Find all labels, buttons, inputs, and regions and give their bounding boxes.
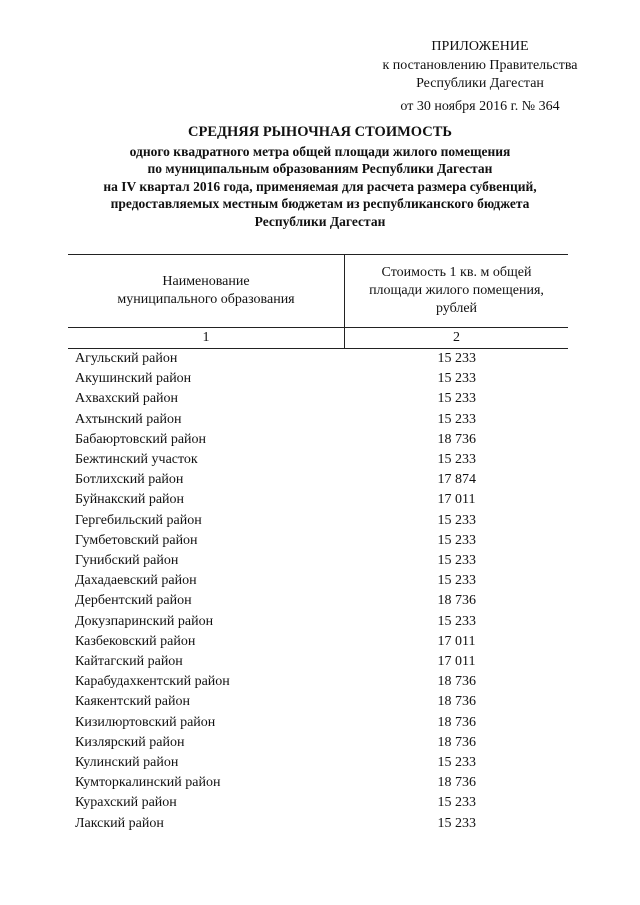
municipality-name: Дахадаевский район (75, 573, 197, 589)
table-row (68, 430, 568, 450)
municipality-name: Казбековский район (75, 633, 196, 649)
municipality-name: Кизлярский район (75, 734, 185, 750)
table-row (68, 450, 568, 470)
cost-value: 15 233 (437, 512, 476, 528)
cost-value: 17 011 (437, 492, 476, 508)
cost-value: 15 233 (437, 351, 476, 366)
cost-value: 15 233 (437, 815, 476, 831)
cost-value: 15 233 (437, 391, 476, 407)
municipality-name: Кизилюртовский район (75, 714, 216, 730)
municipality-name: Кулинский район (75, 755, 179, 771)
table-row (68, 814, 568, 834)
cost-value: 15 233 (437, 573, 476, 589)
table-row (68, 571, 568, 591)
municipality-name: Бежтинский участок (75, 452, 198, 468)
municipality-name: Ахтынский район (75, 411, 182, 427)
table-row (68, 511, 568, 531)
header-num-2: 2 (345, 328, 569, 349)
municipality-name: Карабудахкентский район (75, 674, 230, 690)
cost-value: 15 233 (437, 755, 476, 771)
header-col2-line1: Стоимость 1 кв. м общей (381, 265, 532, 280)
title-main: СРЕДНЯЯ РЫНОЧНАЯ СТОИМОСТЬ (188, 124, 452, 140)
table-row (68, 612, 568, 632)
municipality-name: Гунибский район (75, 553, 179, 569)
title-line5: Республики Дагестан (254, 213, 386, 229)
cost-value: 18 736 (437, 775, 476, 791)
appendix-date: от 30 ноября 2016 г. № 364 (400, 98, 560, 114)
table-row (68, 470, 568, 490)
municipality-name: Акушинский район (75, 371, 192, 387)
cost-value: 15 233 (437, 411, 476, 427)
document-title (60, 124, 580, 230)
title-line2: по муниципальным образованиям Республики Дагестан (147, 161, 493, 176)
municipality-name: Кумторкалинский район (75, 775, 221, 791)
cost-value: 17 011 (437, 633, 476, 649)
cost-value: 17 011 (437, 654, 476, 670)
title-line3: на IV квартал 2016 года, применяемая для расчета размера субвенций, (103, 178, 537, 194)
table-row (68, 753, 568, 773)
municipality-name: Гергебильский район (75, 512, 202, 528)
appendix-title: ПРИЛОЖЕНИЕ (431, 39, 529, 54)
header-num-1: 1 (68, 328, 345, 349)
table-header (68, 255, 568, 349)
table-row (68, 410, 568, 430)
table-body (68, 349, 568, 834)
header-col1-line1: Наименование (162, 274, 250, 289)
table-row (68, 793, 568, 813)
cost-value: 15 233 (437, 452, 476, 468)
cost-value: 15 233 (437, 532, 476, 548)
municipality-name: Дербентский район (75, 593, 192, 609)
cost-value: 17 874 (437, 472, 476, 488)
table-row (68, 551, 568, 571)
municipality-name: Агульский район (75, 351, 178, 366)
table-row (68, 389, 568, 409)
municipality-name: Гумбетовский район (75, 532, 198, 548)
table-row (68, 652, 568, 672)
cost-value: 15 233 (437, 371, 476, 387)
cost-value: 15 233 (437, 795, 476, 811)
header-col-cost (345, 255, 569, 328)
table-row (68, 531, 568, 551)
cost-value: 15 233 (437, 553, 476, 569)
cost-value: 15 233 (437, 613, 476, 629)
table-row (68, 773, 568, 793)
cost-value: 18 736 (437, 431, 476, 447)
cost-table (68, 254, 568, 834)
cost-value: 18 736 (437, 593, 476, 609)
header-number-row (68, 328, 568, 349)
municipality-name: Курахский район (75, 795, 177, 811)
header-col2-line2: площади жилого помещения, (369, 283, 544, 298)
header-col1-line2: муниципального образования (117, 292, 295, 307)
table-row (68, 490, 568, 510)
table-row (68, 369, 568, 389)
table-row (68, 591, 568, 611)
municipality-name: Бабаюртовский район (75, 431, 207, 447)
table-row (68, 349, 568, 370)
municipality-name: Ботлихский район (75, 472, 184, 488)
header-col-municipality (68, 255, 345, 328)
appendix-line1: к постановлению Правительства (382, 57, 578, 73)
cost-value: 18 736 (437, 694, 476, 710)
header-row (68, 255, 568, 328)
table-row (68, 692, 568, 712)
table-row (68, 672, 568, 692)
cost-value: 18 736 (437, 674, 476, 690)
municipality-name: Ахвахский район (75, 391, 179, 407)
appendix-block (360, 38, 600, 116)
cost-value: 18 736 (437, 734, 476, 750)
municipality-name: Каякентский район (75, 694, 190, 710)
municipality-name: Кайтагский район (75, 654, 183, 670)
title-line4: предоставляемых местным бюджетам из республиканского бюджета (110, 196, 530, 211)
cost-value: 18 736 (437, 714, 476, 730)
municipality-name: Буйнакский район (75, 492, 185, 508)
title-line1: одного квадратного метра общей площади жилого помещения (129, 143, 511, 159)
municipality-name: Лакский район (75, 815, 164, 831)
municipality-name: Докузпаринский район (75, 613, 214, 629)
table-row (68, 713, 568, 733)
table-row (68, 733, 568, 753)
table-row (68, 632, 568, 652)
header-col2-line3: рублей (435, 301, 478, 316)
appendix-line2: Республики Дагестан (416, 76, 544, 91)
